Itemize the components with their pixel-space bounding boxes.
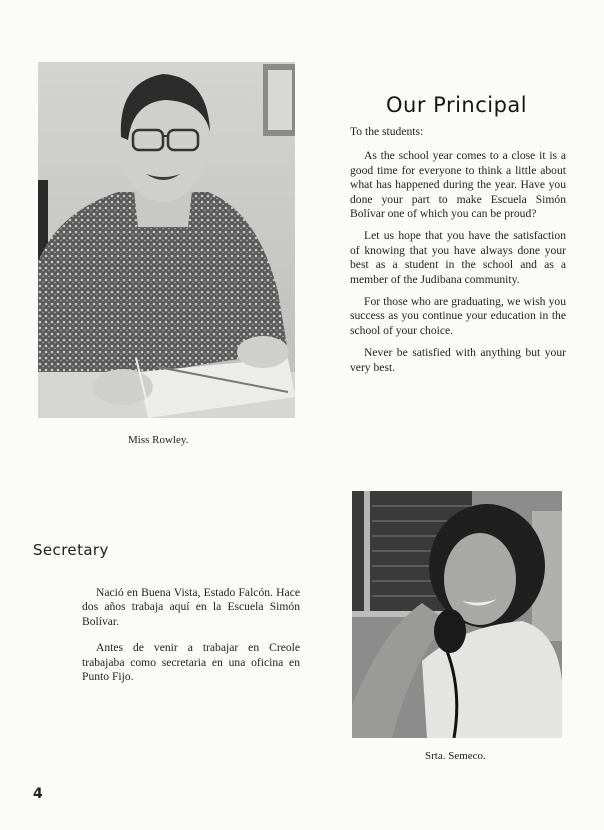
principal-salutation: To the students: [350, 125, 424, 138]
principal-paragraph-1: As the school year comes to a close it is a good time for everyone to think a little about what has happened during the year. Have you done your part to make Escuela Simón Bolívar one of which you can be proud? [350, 149, 566, 221]
secretary-paragraph-2: Antes de venir a trabajar en Creole trabajaba como secretaria en una oficina en Punto Fijo. [82, 641, 300, 684]
secretary-photo-image [352, 491, 562, 738]
principal-paragraph-4: Never be satisfied with anything but your very best. [350, 346, 566, 374]
principal-letter [350, 125, 566, 383]
principal-paragraph-2: Let us hope that you have the satisfaction of knowing that you have always done your best as a student in the school and as a member of the Judibana community. [350, 229, 566, 286]
secretary-paragraph-1: Nació en Buena Vista, Estado Falcón. Hace dos años trabaja aquí en la Escuela Simón Bolívar. [82, 586, 300, 628]
principal-heading: Our Principal [386, 93, 528, 117]
principal-photo-caption: Miss Rowley. [128, 434, 189, 446]
secretary-bio [82, 586, 300, 692]
principal-photo [38, 62, 295, 418]
principal-paragraph-3: For those who are graduating, we wish you success as you continue your education in the school of your choice. [350, 295, 566, 337]
secretary-photo [352, 491, 562, 738]
secretary-photo-caption: Srta. Semeco. [425, 750, 486, 762]
principal-photo-image [38, 62, 295, 418]
secretary-heading: Secretary [33, 541, 109, 559]
page-number: 4 [33, 786, 43, 802]
